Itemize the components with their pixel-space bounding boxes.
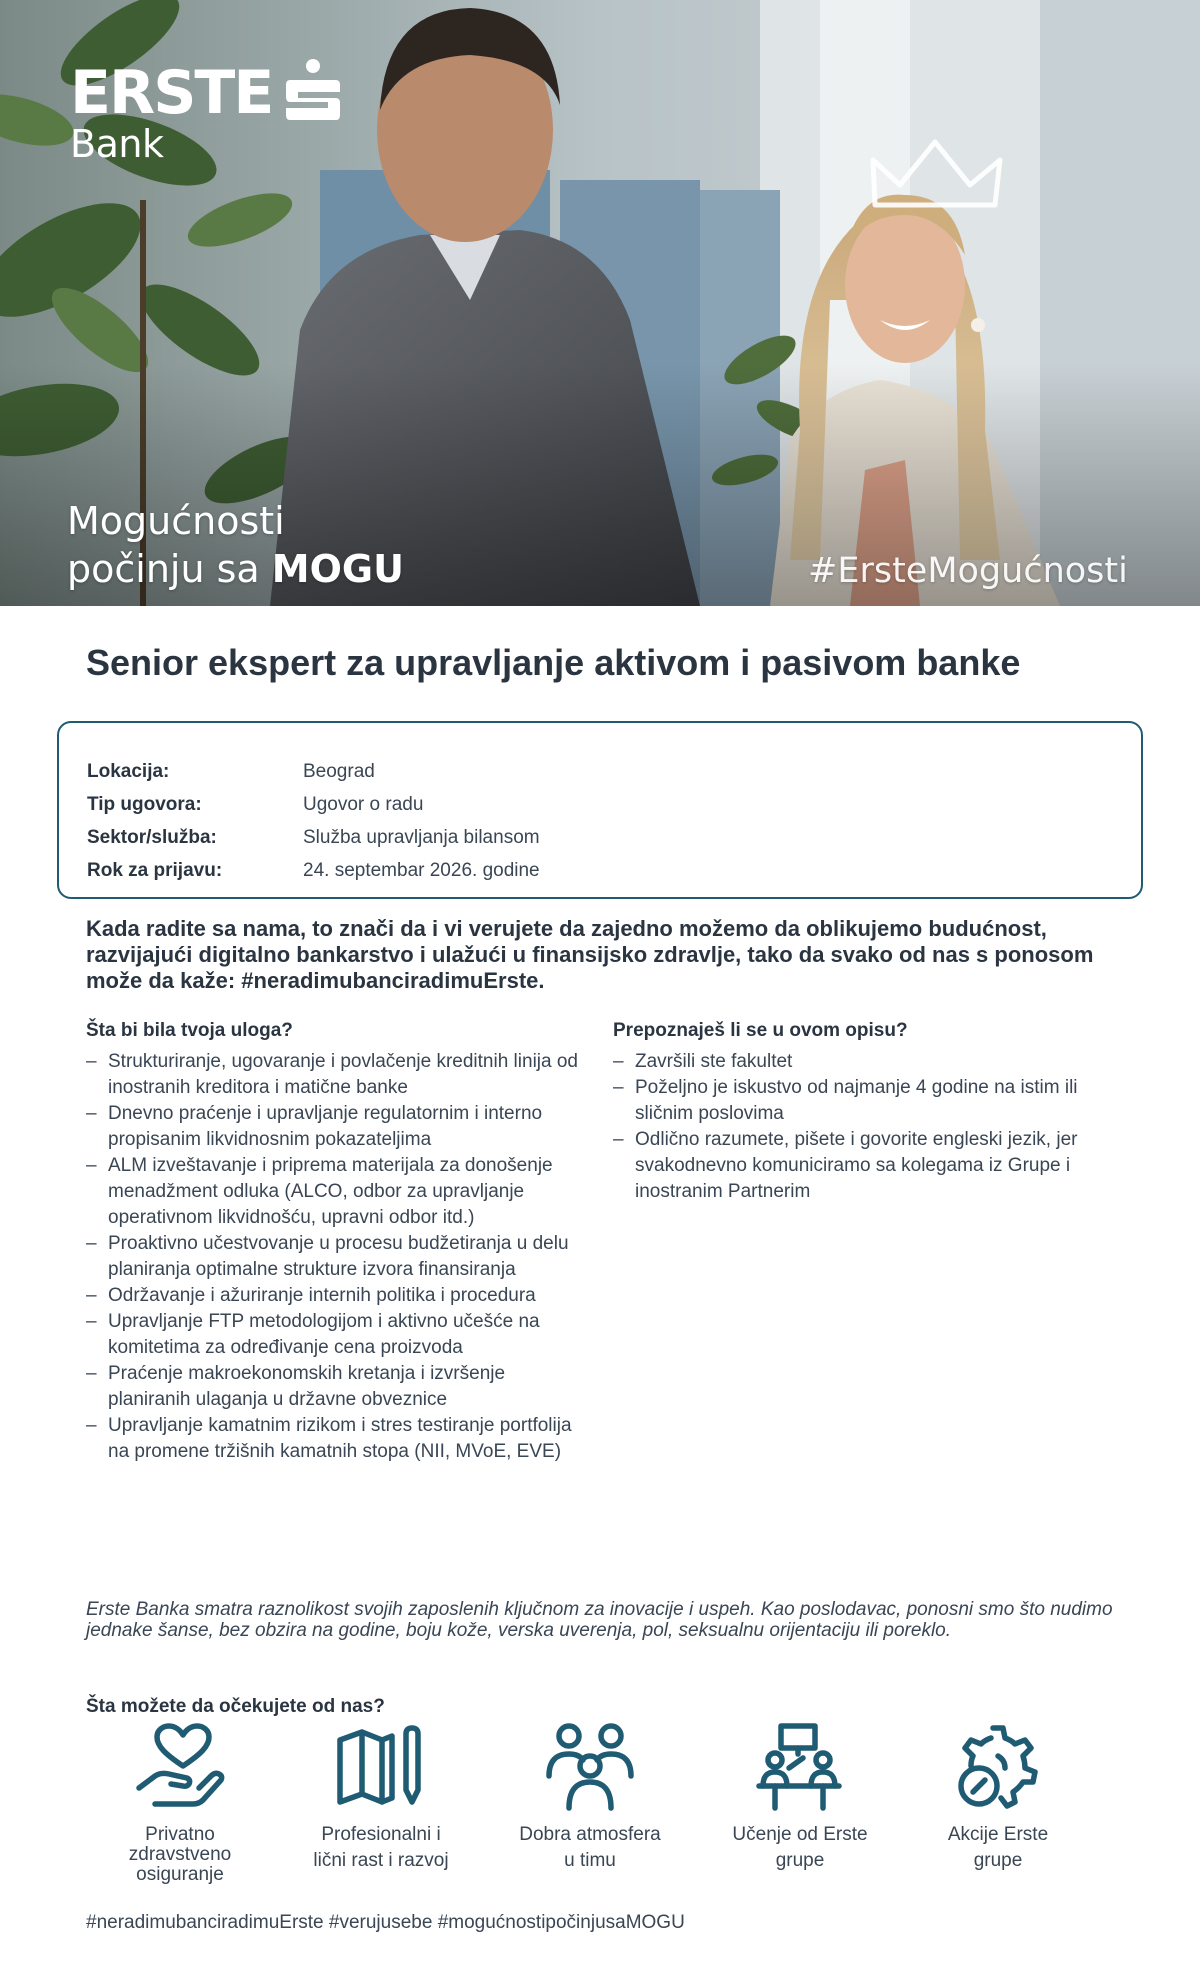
list-item: – Strukturiranje, ugovaranje i povlačenje kreditnih linija od inostranih kreditora i matične banke xyxy=(86,1049,586,1101)
benefit-label-line: osiguranje xyxy=(136,1864,224,1885)
benefit-label-line: Učenje od Erste xyxy=(732,1824,868,1845)
gear-coin-icon xyxy=(953,1722,1043,1812)
logo-sub: Bank xyxy=(70,122,164,166)
benefit-label-line: Akcije Erste xyxy=(947,1824,1049,1845)
team-icon xyxy=(545,1722,635,1812)
benefits-heading: Šta možete da očekujete od nas? xyxy=(86,1696,385,1717)
benefit-label xyxy=(502,1822,678,1874)
info-row-contract xyxy=(87,788,1141,821)
hero-banner xyxy=(0,0,1200,606)
benefit-label-line: zdravstveno xyxy=(128,1844,232,1865)
benefit-label-line: Privatno xyxy=(145,1824,215,1845)
info-value: 24. septembar 2026. godine xyxy=(303,859,540,881)
benefit-shares xyxy=(916,1722,1080,1874)
profile-list xyxy=(613,1049,1133,1205)
slogan-bold: MOGU xyxy=(271,547,404,591)
role-list xyxy=(86,1049,586,1465)
list-item: – Poželjno je iskustvo od najmanje 4 godine na istim ili sličnim poslovima xyxy=(613,1075,1133,1127)
info-value: Služba upravljanja bilansom xyxy=(303,826,540,848)
erste-s-icon xyxy=(282,58,344,128)
role-section xyxy=(86,1018,586,1465)
list-item: – Praćenje makroekonomskih kretanja i izvršenje planiranih ulaganja u državne obveznice xyxy=(86,1361,586,1413)
benefit-label xyxy=(296,1822,466,1874)
info-label: Rok za prijavu: xyxy=(87,859,223,881)
benefit-label-line: Dobra atmosfera xyxy=(519,1824,661,1845)
role-heading: Šta bi bila tvoja uloga? xyxy=(86,1020,293,1041)
benefit-learning xyxy=(712,1722,888,1874)
benefit-professional-growth xyxy=(296,1722,466,1874)
job-info-box xyxy=(57,721,1143,899)
list-item: – Upravljanje kamatnim rizikom i stres testiranje portfolija na promene tržišnih kamatnih stopa (NII, MVoE, EVE) xyxy=(86,1413,586,1465)
benefit-label-line: u timu xyxy=(564,1850,616,1871)
intro-paragraph: Kada radite sa nama, to znači da i vi verujete da zajedno možemo da oblikujemo budućnost, razvijajući digitalno bankarstvo i ulažući u finansijsko zdravlje, tako da svako od nas s ponosom može da kaže: #neradimubanciradimuErste. xyxy=(86,916,1094,993)
info-label: Sektor/služba: xyxy=(87,826,217,848)
info-value: Ugovor o radu xyxy=(303,793,424,815)
list-item: – Dnevno praćenje i upravljanje regulatornim i interno propisanim likvidnosnim pokazateljima xyxy=(86,1101,586,1153)
info-row-location xyxy=(87,755,1141,788)
info-label: Tip ugovora: xyxy=(87,793,202,815)
list-item: – ALM izveštavanje i priprema materijala za donošenje menadžment odluka (ALCO, odbor za upravljanje operativnom likvidnošću, upravni odbor itd.) xyxy=(86,1153,586,1231)
benefit-label-line: Profesionalni i xyxy=(321,1824,441,1845)
hero-hashtag: #ErsteMogućnosti xyxy=(808,551,1128,591)
book-pen-icon xyxy=(336,1722,426,1812)
list-item: – Proaktivno učestvovanje u procesu budžetiranja u delu planiranja optimalne strukture izvora finansiranja xyxy=(86,1231,586,1283)
training-board-icon xyxy=(755,1722,845,1812)
profile-section xyxy=(613,1018,1133,1205)
benefit-label-line: grupe xyxy=(973,1850,1023,1871)
list-item: – Upravljanje FTP metodologijom i aktivno učešće na komitetima za određivanje cena proizvoda xyxy=(86,1309,586,1361)
benefit-label-line: grupe xyxy=(775,1850,825,1871)
benefit-label xyxy=(100,1822,260,1888)
info-row-deadline xyxy=(87,854,1141,887)
heart-hand-icon xyxy=(135,1722,225,1812)
job-title: Senior ekspert za upravljanje aktivom i pasivom banke xyxy=(86,642,1021,683)
benefit-team-atmosphere xyxy=(502,1722,678,1874)
profile-heading: Prepoznaješ li se u ovom opisu? xyxy=(613,1020,908,1041)
slogan-line-2 xyxy=(67,545,404,593)
hero-slogan xyxy=(67,497,404,593)
info-row-sector xyxy=(87,821,1141,854)
benefit-health-insurance xyxy=(100,1722,260,1888)
info-label: Lokacija: xyxy=(87,760,170,782)
erste-logo[interactable] xyxy=(70,58,344,164)
list-item: – Održavanje i ažuriranje internih politika i procedura xyxy=(86,1283,586,1309)
benefit-label-line: lični rast i razvoj xyxy=(313,1850,449,1871)
list-item: – Odlično razumete, pišete i govorite engleski jezik, jer svakodnevno komuniciramo sa kolegama iz Grupe i inostranim Partnerim xyxy=(613,1127,1133,1205)
diversity-statement: Erste Banka smatra raznolikost svojih zaposlenih ključnom za inovacije i uspeh. Kao poslodavac, ponosni smo što nudimo jednake šanse, bez obzira na godine, boju kože, verska uverenja, pol, seksualnu orijentaciju ili poreklo. xyxy=(86,1599,1113,1641)
slogan-prefix: počinju sa xyxy=(67,547,272,591)
logo-word: ERSTE xyxy=(70,58,273,128)
slogan-line-1: Mogućnosti xyxy=(67,499,285,543)
info-value: Beograd xyxy=(303,760,375,782)
list-item: – Završili ste fakultet xyxy=(613,1049,1133,1075)
benefit-label xyxy=(916,1822,1080,1874)
footer-hashtags: #neradimubanciradimuErste #verujusebe #mogućnostipočinjusaMOGU xyxy=(86,1912,685,1933)
benefit-label xyxy=(712,1822,888,1874)
